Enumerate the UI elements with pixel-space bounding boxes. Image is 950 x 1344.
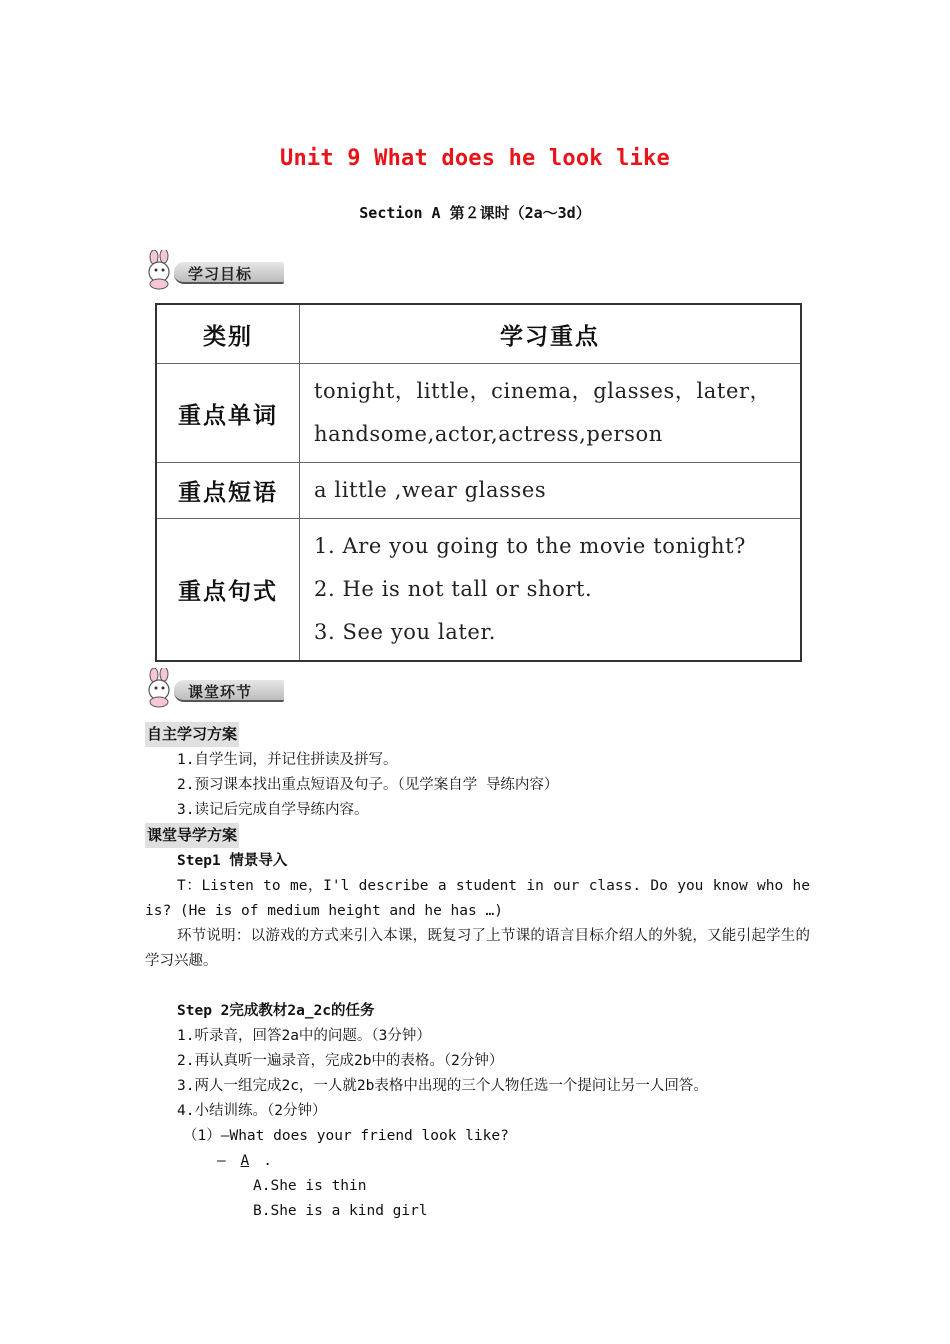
list-item: 4.小结训练。（2分钟） xyxy=(177,1103,327,1119)
table-category: 重点短语 xyxy=(156,463,300,519)
banner-label: 学习目标 xyxy=(188,265,253,283)
table-row xyxy=(156,463,801,519)
table-row xyxy=(156,364,801,463)
step-note: 环节说明：以游戏的方式来引入本课，既复习了上节课的语言目标介绍人的外貌，又能引起学生的学习兴趣。 xyxy=(145,928,810,969)
page-title: Unit 9 What does he look like xyxy=(280,146,670,171)
question: （1）—What does your friend look like? xyxy=(183,1128,509,1144)
list-item: 3.读记后完成自学导练内容。 xyxy=(177,802,369,818)
table-content xyxy=(300,364,802,463)
content-line: 1. Are you going to the movie tonight? xyxy=(314,534,747,558)
content-line: handsome,actor,actress,person xyxy=(314,422,663,446)
section-heading: 课堂导学方案 xyxy=(145,823,239,848)
key-points-table xyxy=(155,303,802,662)
option: B.She is a kind girl xyxy=(253,1203,428,1219)
step-title: Step1 情景导入 xyxy=(177,853,288,869)
table-header-category: 类别 xyxy=(156,304,300,364)
answer-blank: A xyxy=(240,1153,250,1169)
table-header-row xyxy=(156,304,801,364)
content-line: a little ,wear glasses xyxy=(314,478,547,502)
content-line: tonight，little，cinema，glasses，later， xyxy=(314,379,772,403)
table-header-focus: 学习重点 xyxy=(300,304,802,364)
table-content xyxy=(300,519,802,662)
list-item: 3.两人一组完成2c，一人就2b表格中出现的三个人物任选一个提问让另一人回答。 xyxy=(177,1078,708,1094)
table-content xyxy=(300,463,802,519)
table-row xyxy=(156,519,801,662)
table-category: 重点句式 xyxy=(156,519,300,662)
list-item: 1.自学生词，并记住拼读及拼写。 xyxy=(177,752,398,768)
answer-line xyxy=(145,1149,810,1174)
option: A.She is thin xyxy=(253,1178,367,1194)
lesson-body xyxy=(145,722,810,1224)
list-item: 2.再认真听一遍录音，完成2b中的表格。（2分钟） xyxy=(177,1053,504,1069)
classroom-banner xyxy=(142,668,287,708)
list-item: 2.预习课本找出重点短语及句子。（见学案自学 导练内容） xyxy=(177,777,559,793)
step-title: Step 2完成教材2a_2c的任务 xyxy=(177,1003,375,1019)
step-text: T：Listen to me，I'l describe a student in our class. Do you know who he is? (He is of medium height and he has …) xyxy=(145,878,810,919)
answer-period: . xyxy=(263,1153,272,1169)
answer-dash: — xyxy=(217,1153,226,1169)
banner-label: 课堂环节 xyxy=(188,683,253,701)
table-category: 重点单词 xyxy=(156,364,300,463)
section-heading: 自主学习方案 xyxy=(145,722,239,747)
learning-goals-banner xyxy=(142,250,287,290)
section-subtitle: Section A 第２课时（2a～3d） xyxy=(359,204,591,222)
content-line: 2. He is not tall or short. xyxy=(314,577,593,601)
list-item: 1.听录音，回答2a中的问题。（3分钟） xyxy=(177,1028,431,1044)
content-line: 3. See you later. xyxy=(314,620,497,644)
